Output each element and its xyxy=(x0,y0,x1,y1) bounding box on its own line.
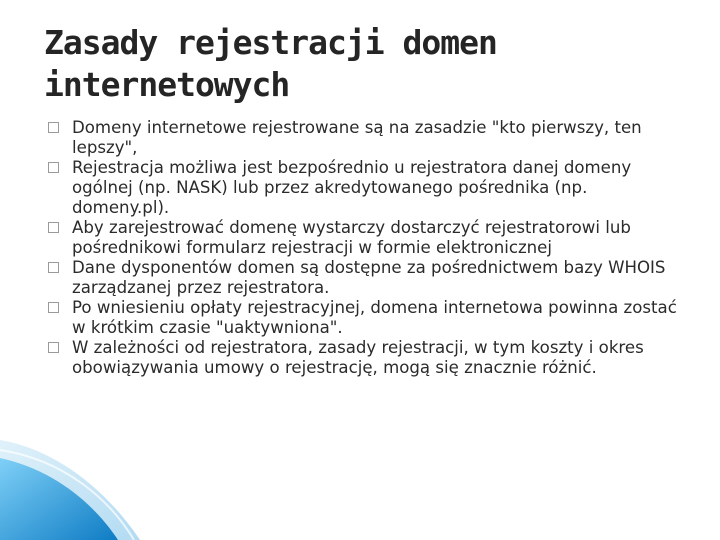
list-item xyxy=(46,298,686,338)
bullet-text: Rejestracja możliwa jest bezpośrednio u rejestratora danej domeny ogólnej (np. NASK) lub przez akredytowanego pośrednika (np. domeny.pl). xyxy=(72,158,632,217)
list-item xyxy=(46,118,686,158)
slide-title: Zasady rejestracji domen internetowych xyxy=(44,23,497,104)
bullet-text: Domeny internetowe rejestrowane są na zasadzie "kto pierwszy, ten lepszy", xyxy=(72,118,642,157)
bullet-text: Aby zarejestrować domenę wystarczy dostarczyć rejestratorowi lub pośrednikowi formularz rejestracji w formie elektronicznej xyxy=(72,218,631,257)
square-bullet-icon xyxy=(48,222,59,233)
square-bullet-icon xyxy=(48,302,59,313)
bullet-text: Dane dysponentów domen są dostępne za pośrednictwem bazy WHOIS zarządzanej przez rejestratora. xyxy=(72,258,666,297)
list-item xyxy=(46,338,686,378)
bullet-text: Po wniesieniu opłaty rejestracyjnej, domena internetowa powinna zostać w krótkim czasie "uaktywniona". xyxy=(72,298,677,337)
list-item xyxy=(46,218,686,258)
bullet-list xyxy=(46,118,686,378)
square-bullet-icon xyxy=(48,162,59,173)
list-item xyxy=(46,158,686,218)
bullet-text: W zależności od rejestratora, zasady rejestracji, w tym koszty i okres obowiązywania umowy o rejestrację, mogą się znacznie różnić. xyxy=(72,338,644,377)
list-item xyxy=(46,258,686,298)
square-bullet-icon xyxy=(48,262,59,273)
square-bullet-icon xyxy=(48,342,59,353)
square-bullet-icon xyxy=(48,122,59,133)
